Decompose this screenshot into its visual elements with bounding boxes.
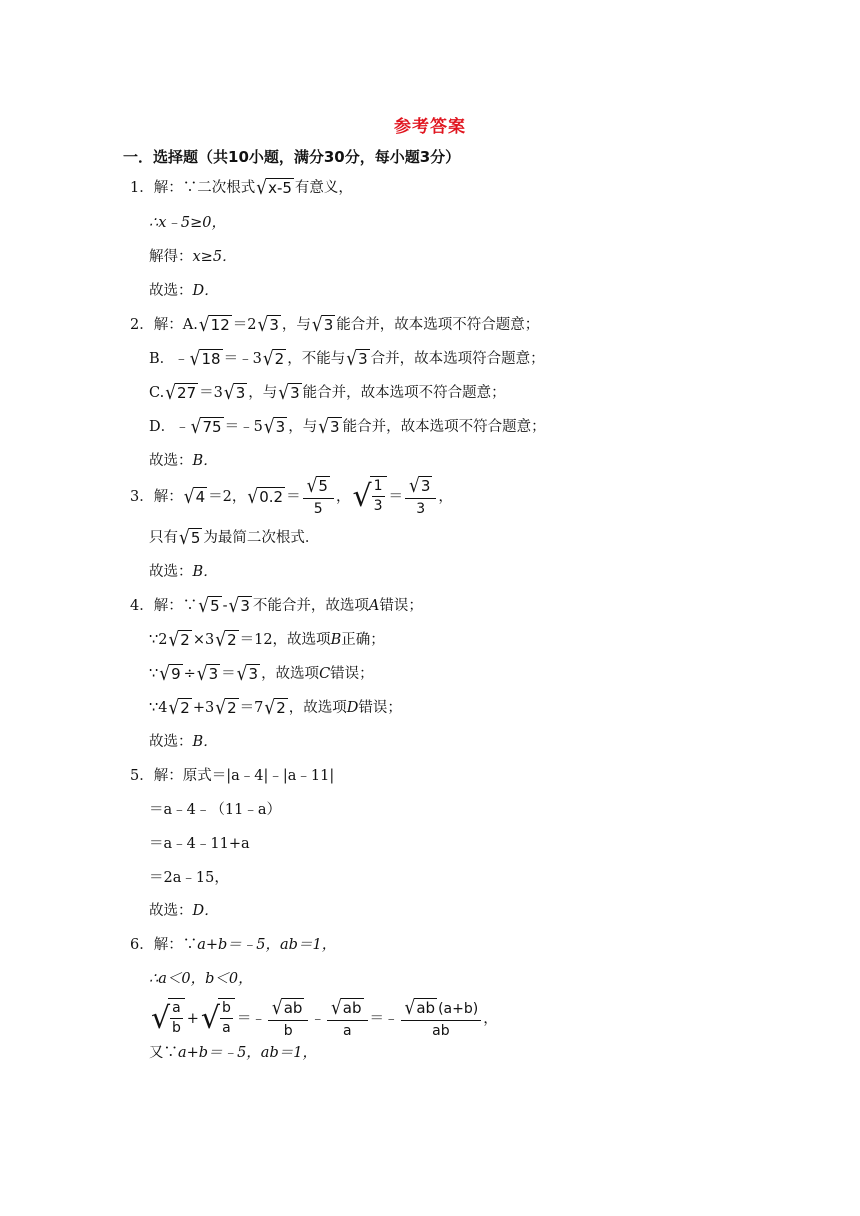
radical: √ x-5 — [256, 176, 292, 200]
q1-line-1: 1．解：∵二次根式 √ x-5 有意义， — [130, 176, 353, 200]
q6-line-4: 又∵ a+b＝﹣5，ab＝1， — [149, 1045, 317, 1061]
q1-line-2: ∴x﹣5≥0， — [149, 215, 227, 231]
q1-answer: 故选： D． — [149, 283, 219, 299]
q4-line-3: ∵ √ 9 ÷ √ 3 ＝ √ 3 ，故选项 C 错误； — [149, 662, 374, 686]
fraction: √ 3 3 — [405, 476, 436, 519]
radical-fraction: √ $\frac{1}{3}$ — [352, 476, 386, 518]
q5-line-1: 5．解：原式＝|a﹣4|﹣|a﹣11| — [130, 768, 335, 784]
q2-line-1: 2．解：A. √ 12 ＝2 √ 3 ，与 √ 3 能合并，故本选项不符合题意； — [130, 313, 540, 337]
q3-line-2: 只有 √ 5 为最简二次根式． — [149, 526, 320, 550]
q3-answer: 故选： B． — [149, 564, 218, 580]
page-title: 参考答案 — [394, 117, 466, 137]
q1-line-3: 解得： x≥5． — [149, 249, 237, 265]
q4-answer: 故选： B． — [149, 734, 218, 750]
q6-line-3: √ $\frac{a}{b}$ + √ $\frac{b}{a}$ ＝﹣ √ ab b ﹣ √ ab a ＝﹣ √ ab (a+b) ab ， — [151, 996, 498, 1039]
q4-line-4: ∵4 √ 2 +3 √ 2 ＝7 √ 2 ，故选项 D 错误； — [149, 696, 402, 720]
q6-line-1: 6．解：∵ a+b＝﹣5，ab＝1， — [130, 937, 337, 953]
q2-answer: 故选： B． — [149, 453, 218, 469]
q4-line-1: 4．解：∵ √ 5 - √ 3 不能合并，故选项 A 错误； — [130, 594, 423, 618]
fraction: √ 5 5 — [303, 476, 334, 519]
q5-answer: 故选： D． — [149, 903, 219, 919]
q5-line-3: ＝a﹣4﹣11+a — [149, 836, 250, 852]
section-heading: 一．选择题（共10小题，满分30分，每小题3分） — [123, 148, 461, 166]
q6-line-2: ∴a＜0，b＜0， — [149, 971, 253, 987]
q3-line-1: 3．解： √ 4 ＝2， √ 0.2 ＝ √ 5 5 ， √ $\frac{1}{3}$ ＝ √ 3 3 ， — [130, 474, 453, 517]
q5-line-2: ＝a﹣4﹣（11﹣a） — [149, 802, 281, 818]
q2-line-4: D．﹣ √ 75 ＝﹣5 √ 3 ，与 √ 3 能合并，故本选项不符合题意； — [149, 415, 546, 439]
q2-line-3: C. √ 27 ＝3 √ 3 ，与 √ 3 能合并，故本选项不符合题意； — [149, 381, 506, 405]
q5-line-4: ＝2a﹣15， — [149, 870, 229, 886]
q4-line-2: ∵2 √ 2 ×3 √ 2 ＝12，故选项 B 正确； — [149, 628, 385, 652]
q2-line-2: B．﹣ √ 18 ＝﹣3 √ 2 ，不能与 √ 3 合并，故本选项符合题意； — [149, 347, 545, 371]
